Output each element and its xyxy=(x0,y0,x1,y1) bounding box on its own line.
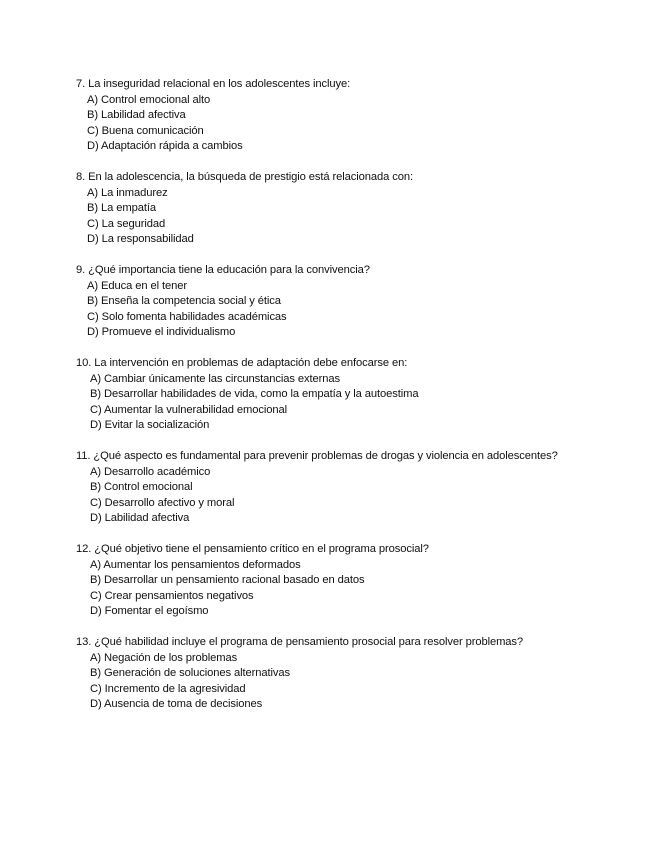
question-text: 11. ¿Qué aspecto es fundamental para prevenir problemas de drogas y violencia en adolescentes? xyxy=(76,450,558,462)
question-11 xyxy=(76,449,596,527)
option-a: A) Educa en el tener xyxy=(87,279,187,292)
option-list xyxy=(76,558,596,620)
question-text: 10. La intervención en problemas de adaptación debe enfocarse en: xyxy=(76,357,408,369)
option-d: D) Evitar la socialización xyxy=(90,419,210,431)
question-8 xyxy=(76,170,596,248)
question-7 xyxy=(76,77,596,155)
option-list xyxy=(76,93,596,155)
option-c: C) Incremento de la agresividad xyxy=(90,682,246,695)
option-a: A) Negación de los problemas xyxy=(90,651,238,664)
question-13 xyxy=(76,635,596,713)
option-a: A) Aumentar los pensamientos deformados xyxy=(90,558,301,571)
option-a: A) La inmadurez xyxy=(87,186,168,199)
option-c: C) Aumentar la vulnerabilidad emocional xyxy=(90,403,287,416)
option-d: D) Ausencia de toma de decisiones xyxy=(90,698,263,710)
option-b: B) Labilidad afectiva xyxy=(87,109,186,121)
option-c: C) Desarrollo afectivo y moral xyxy=(90,496,235,509)
option-c: C) La seguridad xyxy=(87,217,166,230)
question-12 xyxy=(76,542,596,620)
question-10 xyxy=(76,356,596,434)
option-b: B) La empatía xyxy=(87,202,156,214)
option-a: A) Desarrollo académico xyxy=(90,465,211,478)
option-b: B) Desarrollar habilidades de vida, como la empatía y la autoestima xyxy=(90,388,419,400)
option-list xyxy=(76,372,596,434)
option-b: B) Desarrollar un pensamiento racional basado en datos xyxy=(90,574,365,586)
option-d: D) Fomentar el egoísmo xyxy=(90,605,209,617)
option-d: D) Labilidad afectiva xyxy=(90,512,190,524)
option-c: C) Solo fomenta habilidades académicas xyxy=(87,310,287,323)
option-a: A) Cambiar únicamente las circunstancias externas xyxy=(90,372,341,385)
question-text: 8. En la adolescencia, la búsqueda de prestigio está relacionada con: xyxy=(76,171,414,183)
option-c: C) Crear pensamientos negativos xyxy=(90,589,254,602)
option-c: C) Buena comunicación xyxy=(87,124,204,137)
option-a: A) Control emocional alto xyxy=(87,93,211,106)
option-b: B) Control emocional xyxy=(90,481,193,493)
question-text: 13. ¿Qué habilidad incluye el programa de pensamiento prosocial para resolver problemas? xyxy=(76,636,524,648)
option-list xyxy=(76,465,596,527)
question-text: 7. La inseguridad relacional en los adolescentes incluye: xyxy=(76,78,351,90)
option-d: D) Adaptación rápida a cambios xyxy=(87,140,243,152)
option-list xyxy=(76,186,596,248)
option-list xyxy=(76,651,596,713)
question-text: 12. ¿Qué objetivo tiene el pensamiento crítico en el programa prosocial? xyxy=(76,543,429,555)
option-d: D) La responsabilidad xyxy=(87,233,194,245)
option-list xyxy=(76,279,596,341)
option-b: B) Enseña la competencia social y ética xyxy=(87,295,281,307)
option-b: B) Generación de soluciones alternativas xyxy=(90,667,290,679)
question-9 xyxy=(76,263,596,341)
option-d: D) Promueve el individualismo xyxy=(87,326,236,338)
question-list xyxy=(76,77,596,728)
question-text: 9. ¿Qué importancia tiene la educación para la convivencia? xyxy=(76,264,370,276)
